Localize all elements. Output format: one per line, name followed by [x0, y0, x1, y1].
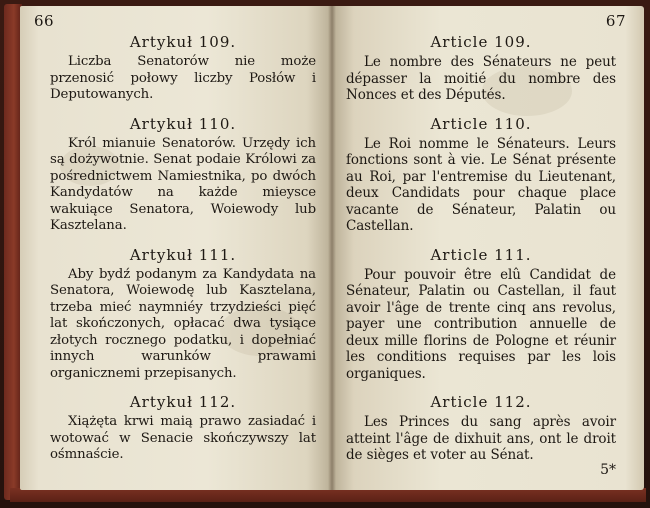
- page-content: [346, 32, 616, 474]
- article: [346, 392, 616, 464]
- article: [50, 392, 316, 464]
- page-content: [50, 32, 316, 474]
- article: [50, 114, 316, 235]
- article: [50, 32, 316, 104]
- right-page: [332, 6, 644, 490]
- article-heading: Article 110.: [430, 114, 532, 133]
- article: [50, 245, 316, 383]
- article-text: Pour pouvoir être elû Candidat de Sénateur, Palatin ou Castellan, il faut avoir l'âge de trente cinq ans revolus, payer une contribution annuelle de deux mille florins de Pologne et réunir les conditions requises par les lois organiques.: [346, 266, 616, 382]
- article: [346, 245, 616, 383]
- article-text: Aby bydź podanym za Kandydata na Senatora, Woiewodę lub Kasztelana, trzeba mieć naymniéy trzydzieści pięć lat skończonych, opłacać dwa tysiące złotych rocznego podatku, i dopełniać innych warunków prawami organicznemi przepisanych.: [50, 266, 316, 381]
- article-heading: Artykuł 112.: [129, 393, 237, 411]
- page-number: 66: [34, 12, 55, 30]
- article-heading: Article 112.: [430, 393, 532, 411]
- article-text: Liczba Senatorów nie może przenosić połowy liczby Posłów i Deputowanych.: [50, 54, 316, 102]
- article-text: Les Princes du sang après avoir atteint l'âge de dixhuit ans, ont le droit de sièges et voter au Sénat.: [346, 414, 616, 463]
- page-number: 67: [605, 12, 626, 30]
- book-cover-edge-bottom: [10, 488, 646, 502]
- left-page: [20, 6, 332, 490]
- article-text: Le nombre des Sénateurs ne peut dépasser la moitié du nombre des Nonces et des Députés.: [346, 54, 616, 103]
- article-heading: Artykuł 111.: [129, 245, 237, 264]
- article-heading: Artykuł 109.: [129, 33, 237, 51]
- article-text: Król mianuie Senatorów. Urzędy ich są dożywotnie. Senat podaie Królowi za pośrednictwem Namiestnika, po dwóch Kandydatów na każde mieysce wakuiące Senatora, Woiewody lub Kasztelana.: [50, 135, 316, 233]
- article: [346, 32, 616, 104]
- article-text: Xiążęta krwi maią prawo zasiadać i wotować w Senacie skończywszy lat ośmnaście.: [50, 414, 316, 462]
- page-gutter: [328, 6, 336, 490]
- article: [346, 114, 616, 235]
- article-heading: Article 109.: [430, 33, 532, 51]
- article-heading: Article 111.: [430, 245, 532, 264]
- signature-mark: 5*: [600, 462, 616, 478]
- article-text: Le Roi nomme le Sénateurs. Leurs fonctions sont à vie. Le Sénat présente au Roi, par l'entremise du Lieutenant, deux Candidats pour chaque place vacante de Sénateur, Palatin ou Castellan.: [346, 135, 616, 234]
- article-heading: Artykuł 110.: [129, 114, 237, 133]
